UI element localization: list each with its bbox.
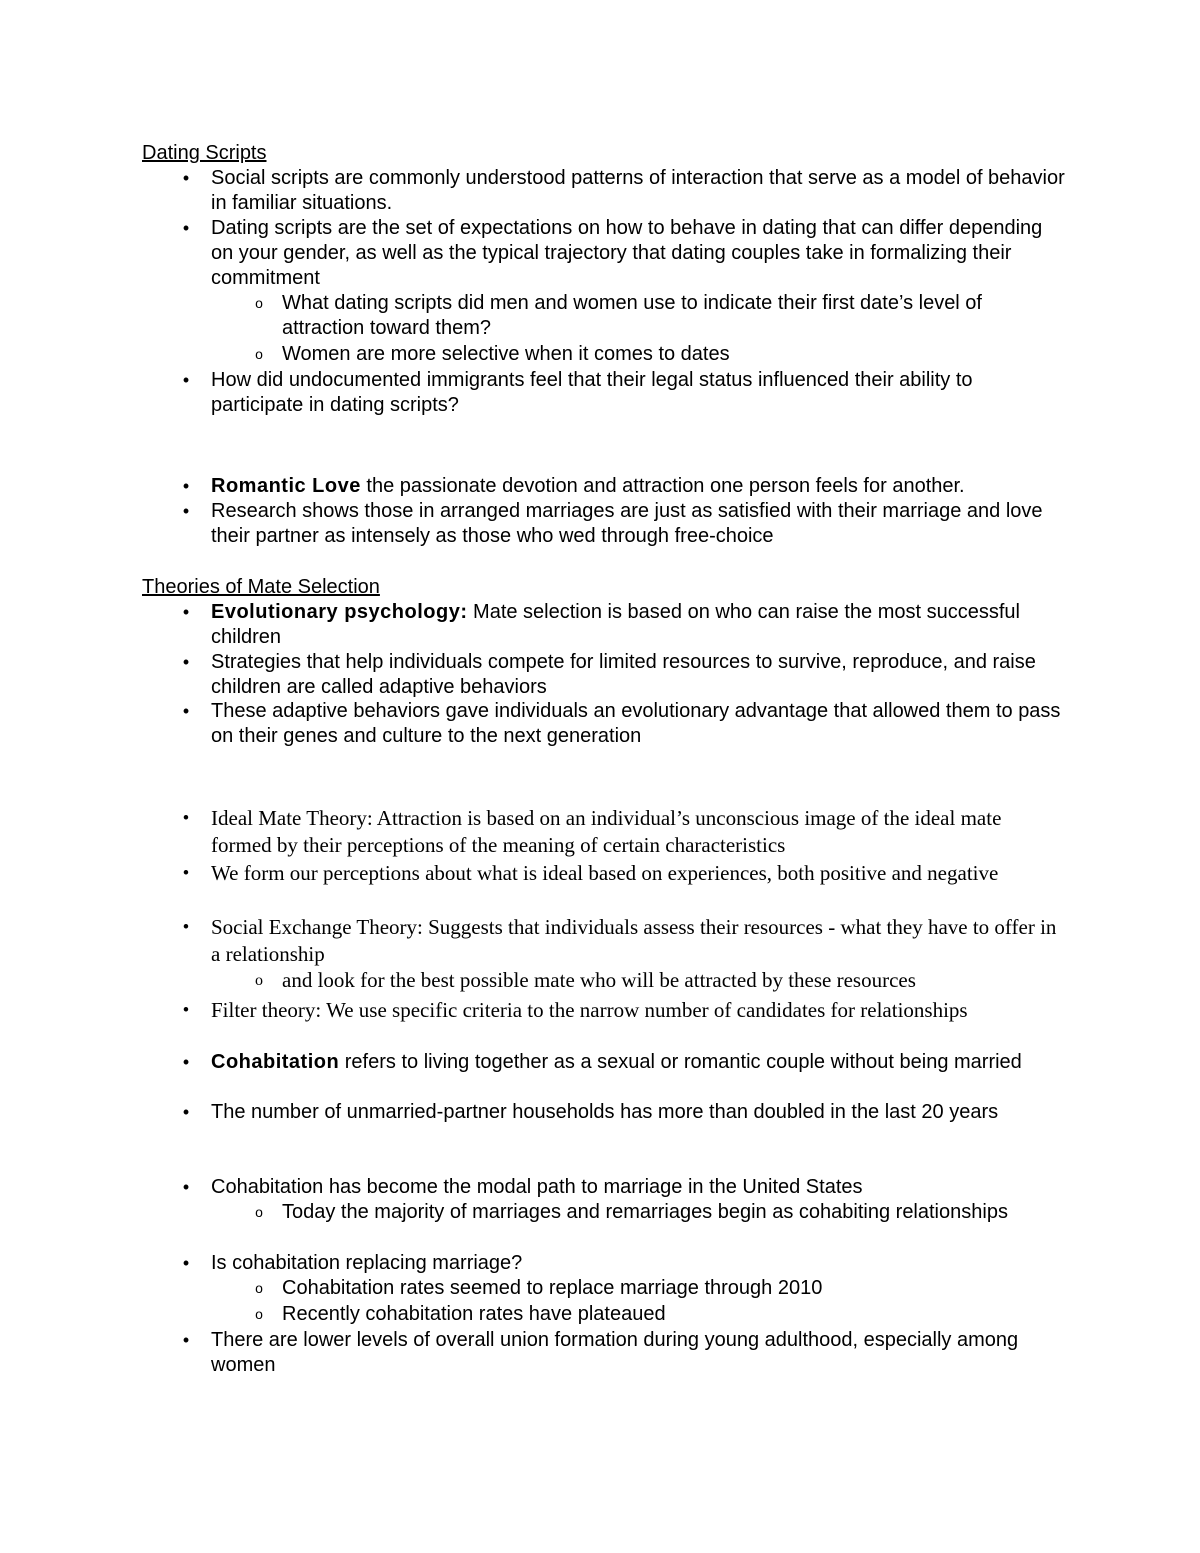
sub-list-item-text: Cohabitation rates seemed to replace marriage through 2010	[282, 1277, 823, 1299]
list-item-text: How did undocumented immigrants feel that their legal status influenced their ability to participate in dating scripts?	[211, 369, 973, 416]
bullet-icon: •	[182, 602, 190, 622]
list-item-text: Research shows those in arranged marriages are just as satisfied with their marriage and love their partner as intensely as those who wed through free-choice	[211, 500, 1043, 547]
sub-list-item	[255, 291, 1062, 341]
sub-list-item-text: Recently cohabitation rates have plateaued	[282, 1303, 666, 1325]
list-item	[182, 166, 1066, 216]
bullet-icon: •	[182, 1253, 190, 1273]
list-item	[182, 216, 1066, 291]
list-item	[182, 1050, 1066, 1075]
list-item-text: Social scripts are commonly understood patterns of interaction that serve as a model of behavior in familiar situations.	[211, 167, 1065, 214]
list-item-text: Is cohabitation replacing marriage?	[211, 1252, 523, 1274]
sub-list-item-text: and look for the best possible mate who will be attracted by these resources	[282, 968, 916, 992]
bullet-icon: •	[182, 168, 190, 188]
bullet-icon: •	[182, 1330, 190, 1350]
list-item	[182, 368, 1066, 418]
list-item-text: There are lower levels of overall union formation during young adulthood, especially among women	[211, 1329, 1019, 1376]
sub-list-item-text: Today the majority of marriages and remarriages begin as cohabiting relationships	[282, 1201, 1008, 1223]
list-item	[182, 1100, 1066, 1125]
list-item	[182, 997, 1066, 1024]
sub-list-item-text: Women are more selective when it comes to dates	[282, 343, 730, 365]
circle-bullet-icon: o	[255, 972, 263, 989]
bullet-icon: •	[182, 863, 190, 884]
circle-bullet-icon: o	[255, 1204, 263, 1220]
list-item	[182, 650, 1066, 700]
list-item-text: Dating scripts are the set of expectations on how to behave in dating that can differ depending on your gender, as well as the typical trajectory that dating couples take in formalizing their commitment	[211, 217, 1043, 289]
sub-list-item	[255, 1200, 1062, 1225]
circle-bullet-icon: o	[255, 1306, 263, 1322]
list-item-text: Cohabitation has become the modal path to marriage in the United States	[211, 1176, 863, 1198]
list-item-text: Filter theory: We use specific criteria to the narrow number of candidates for relationships	[211, 998, 968, 1022]
heading-theories-of-mate-selection: Theories of Mate Selection	[142, 576, 380, 598]
bullet-icon: •	[182, 917, 190, 938]
circle-bullet-icon: o	[255, 1280, 263, 1296]
list-item	[182, 474, 1066, 499]
heading-dating-scripts: Dating Scripts	[142, 142, 267, 164]
list-item	[182, 499, 1066, 549]
bullet-icon: •	[182, 218, 190, 238]
term-romantic-love: Romantic Love	[211, 475, 361, 497]
bullet-icon: •	[182, 1102, 190, 1122]
term-evolutionary-psychology: Evolutionary psychology:	[211, 601, 468, 623]
list-item	[182, 699, 1066, 749]
list-item-text: Social Exchange Theory: Suggests that individuals assess their resources - what they have to offer in a relationship	[211, 915, 1057, 966]
definition-text: the passionate devotion and attraction one person feels for another.	[360, 475, 965, 497]
bullet-icon: •	[182, 476, 190, 496]
list-item	[182, 1175, 1066, 1200]
list-item	[182, 600, 1066, 650]
sub-list-item-text: What dating scripts did men and women use to indicate their first date’s level of attraction toward them?	[282, 292, 982, 339]
list-item-text: We form our perceptions about what is ideal based on experiences, both positive and negative	[211, 861, 999, 885]
bullet-icon: •	[182, 1000, 190, 1021]
list-item	[182, 1251, 1066, 1276]
definition-text: refers to living together as a sexual or romantic couple without being married	[339, 1051, 1022, 1073]
sub-list-item	[255, 342, 1062, 367]
sub-list-item	[255, 1276, 1062, 1301]
list-item	[182, 860, 1066, 887]
bullet-icon: •	[182, 808, 190, 829]
list-item	[182, 805, 1066, 859]
list-item-text: Ideal Mate Theory: Attraction is based on an individual’s unconscious image of the ideal mate formed by their perceptions of the meaning of certain characteristics	[211, 806, 1002, 857]
bullet-icon: •	[182, 1177, 190, 1197]
bullet-icon: •	[182, 370, 190, 390]
sub-list-item	[255, 967, 1062, 994]
bullet-icon: •	[182, 652, 190, 672]
circle-bullet-icon: o	[255, 346, 263, 362]
list-item	[182, 1328, 1066, 1378]
bullet-icon: •	[182, 1052, 190, 1072]
list-item-text: The number of unmarried-partner households has more than doubled in the last 20 years	[211, 1101, 999, 1123]
bullet-icon: •	[182, 701, 190, 721]
list-item-text: Strategies that help individuals compete for limited resources to survive, reproduce, and raise children are called adaptive behaviors	[211, 651, 1036, 698]
list-item-text: These adaptive behaviors gave individuals an evolutionary advantage that allowed them to pass on their genes and culture to the next generation	[211, 700, 1061, 747]
sub-list-item	[255, 1302, 1062, 1327]
circle-bullet-icon: o	[255, 295, 263, 311]
bullet-icon: •	[182, 501, 190, 521]
term-cohabitation: Cohabitation	[211, 1051, 340, 1073]
definition-text: Mate selection is based on who can raise the most successful children	[211, 601, 1020, 648]
list-item	[182, 914, 1066, 968]
